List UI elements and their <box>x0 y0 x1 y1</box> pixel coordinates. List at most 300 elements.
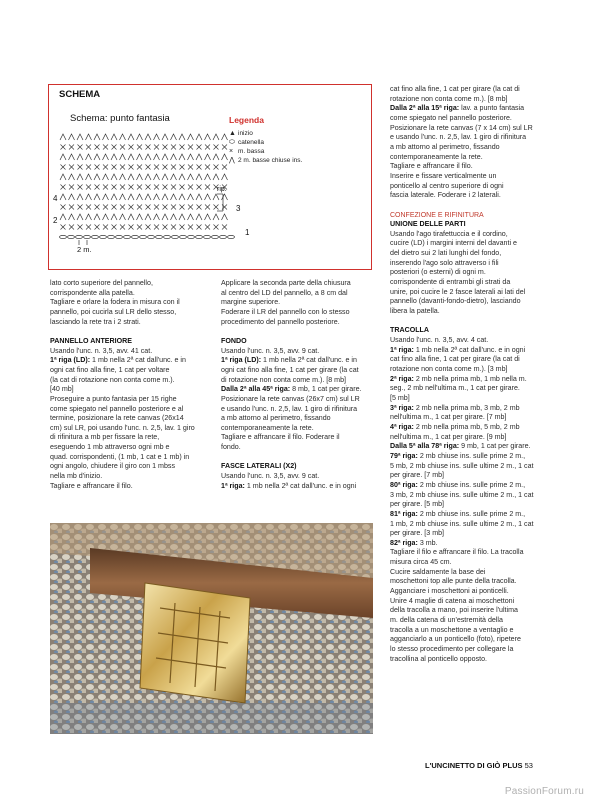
single-crochet-stitch <box>86 165 91 170</box>
cluster-stitch <box>77 154 83 160</box>
cluster-stitch <box>213 194 219 200</box>
row-label-2: 2 <box>53 216 58 225</box>
cluster-stitch <box>162 134 168 140</box>
text-line: a mb attorno al perimetro, fissando <box>221 414 331 423</box>
cluster-stitch <box>205 134 211 140</box>
text-line: nell'ultima m., 1 cat per girare. [7 mb] <box>390 413 507 422</box>
text-line: ponticello al centro superiore di ogni <box>390 181 504 190</box>
single-crochet-stitch <box>129 185 134 190</box>
cluster-stitch <box>86 214 92 220</box>
page-number: 53 <box>524 761 533 770</box>
text-line: 4ª riga: 2 mb nella prima mb, 5 mb, 2 mb <box>390 422 520 431</box>
text-line: a mb attorno al perimetro, fissando <box>390 142 500 151</box>
chain-stitch <box>228 235 235 238</box>
single-crochet-stitch <box>214 205 219 210</box>
heading-fasce-laterali: FASCE LATERALI (X2) <box>221 462 297 471</box>
text-line: Inserire e fissare verticalmente un <box>390 171 497 180</box>
text-line: ogni cat fino alla fine, 1 cat per girare (la cat <box>221 365 359 374</box>
cluster-stitch <box>77 174 83 180</box>
chain-stitch <box>108 235 115 238</box>
cluster-stitch <box>179 174 185 180</box>
single-crochet-stitch <box>69 225 74 230</box>
single-crochet-stitch <box>163 225 168 230</box>
chain-stitch <box>156 235 163 238</box>
single-crochet-stitch <box>103 165 108 170</box>
text-line: lato corto superiore del pannello, <box>50 279 153 287</box>
single-crochet-stitch <box>171 205 176 210</box>
single-crochet-stitch <box>214 165 219 170</box>
cluster-stitch <box>69 174 75 180</box>
cluster-stitch <box>128 134 134 140</box>
single-crochet-stitch <box>163 185 168 190</box>
text-line: della tracolla a mano, poi inserire l'ultima <box>390 606 518 615</box>
single-crochet-stitch <box>129 165 134 170</box>
cluster-stitch <box>145 194 151 200</box>
cluster-stitch <box>205 154 211 160</box>
text-line: [5 mb] <box>390 393 410 402</box>
text-line: come spiegato nel pannello posteriore e al <box>50 404 184 413</box>
text-line: lo stesso procedimento per collegare la <box>390 645 514 654</box>
col1-body <box>50 347 208 492</box>
cluster-stitch <box>154 214 160 220</box>
text-line: Tagliare e affrancare il filo. Foderare il <box>221 433 340 442</box>
text-line: nell'ultima m., 1 cat per girare. [9 mb] <box>390 432 507 441</box>
single-crochet-stitch <box>61 225 66 230</box>
text-line: ogni cat fino alla fine, 1 cat per voltare <box>50 365 170 374</box>
single-crochet-stitch <box>120 185 125 190</box>
single-crochet-stitch <box>146 225 151 230</box>
cluster-stitch <box>145 134 151 140</box>
single-crochet-stitch <box>86 145 91 150</box>
cluster-stitch <box>137 154 143 160</box>
cluster-stitch <box>86 134 92 140</box>
section-confezione: CONFEZIONE E RIFINITURA <box>390 211 484 219</box>
cluster-stitch <box>171 134 177 140</box>
text-line: cm) sul LR, poi usando l'unc. n. 2,5, lav. 1 giro <box>50 423 195 432</box>
cluster-stitch <box>77 194 83 200</box>
text-line: m. della catena di un'estremità della <box>390 616 503 625</box>
text-line: (la cat di rotazione non conta come m.). <box>50 375 175 384</box>
chain-stitch <box>84 235 91 238</box>
cluster-stitch <box>60 154 66 160</box>
cluster-stitch <box>77 134 83 140</box>
text-line: Dalla 5ª alla 78ª riga: 9 mb, 1 cat per girare. <box>390 442 531 451</box>
col1-intro <box>50 279 208 327</box>
single-crochet-stitch <box>180 185 185 190</box>
cluster-stitch <box>111 214 117 220</box>
single-crochet-stitch <box>95 165 100 170</box>
cluster-stitch <box>213 154 219 160</box>
single-crochet-stitch <box>129 225 134 230</box>
text-line: Tagliare il filo e affrancare il filo. La tracolla <box>390 548 524 557</box>
single-crochet-stitch <box>205 205 210 210</box>
cluster-stitch <box>154 174 160 180</box>
single-crochet-stitch <box>180 145 185 150</box>
single-crochet-stitch <box>61 185 66 190</box>
single-crochet-stitch <box>188 225 193 230</box>
cluster-stitch <box>111 134 117 140</box>
text-line: misura circa 45 cm. <box>390 558 452 567</box>
cluster-stitch <box>154 154 160 160</box>
single-crochet-stitch <box>129 205 134 210</box>
cluster-stitch <box>137 194 143 200</box>
text-line: 1ª riga (LD): 1 mb nella 2ª cat dall'unc. e in <box>221 356 357 365</box>
single-crochet-stitch <box>78 205 83 210</box>
cluster-stitch <box>196 154 202 160</box>
legend-item-start: ▲ inizio <box>229 130 253 137</box>
magazine-brand: L'UNCINETTO DI GIÒ PLUS <box>425 761 523 770</box>
cluster-stitch <box>103 214 109 220</box>
cluster-stitch <box>179 134 185 140</box>
cluster-stitch <box>213 214 219 220</box>
schema-title: SCHEMA <box>59 89 101 100</box>
cluster-stitch <box>196 174 202 180</box>
text-line: quad. corrispondenti, (1 mb, 1 cat e 1 mb) in <box>50 452 190 461</box>
text-line: Unire 4 maglie di catena ai moschettoni <box>390 596 515 605</box>
single-crochet-stitch <box>137 185 142 190</box>
cluster-stitch <box>222 134 228 140</box>
single-crochet-stitch <box>222 145 227 150</box>
single-crochet-stitch <box>197 185 202 190</box>
chain-stitch <box>124 235 131 238</box>
single-crochet-stitch <box>86 205 91 210</box>
cluster-stitch <box>205 214 211 220</box>
text-line: al centro del LD del pannello, a 8 cm dal <box>221 288 348 297</box>
cluster-stitch <box>86 174 92 180</box>
single-crochet-stitch <box>137 205 142 210</box>
chain-stitch <box>180 235 187 238</box>
cluster-stitch <box>94 154 100 160</box>
cluster-stitch <box>103 154 109 160</box>
single-crochet-stitch <box>137 225 142 230</box>
cluster-stitch <box>77 214 83 220</box>
cluster-stitch <box>213 134 219 140</box>
text-line: agganciarlo a un ponticello (foto), ripetere <box>390 635 521 644</box>
single-crochet-stitch <box>188 185 193 190</box>
chain-oval-icon: ⬭ <box>229 139 235 146</box>
single-crochet-stitch <box>171 185 176 190</box>
text-line: pannello (davanti-fondo-dietro), lasciando <box>390 297 521 306</box>
chain-stitch <box>164 235 171 238</box>
text-line: e usando l'unc. n. 2,5, lav. 1 giro di rifinitura <box>221 404 358 413</box>
cluster-stitch <box>94 134 100 140</box>
col3-tracolla <box>390 336 560 664</box>
cluster-stitch <box>103 134 109 140</box>
cluster-stitch <box>196 214 202 220</box>
single-crochet-stitch <box>112 145 117 150</box>
rep-label: rip. <box>217 186 227 193</box>
single-crochet-stitch <box>154 205 159 210</box>
single-crochet-stitch <box>120 205 125 210</box>
text-line: 2ª riga: 2 mb nella prima mb, 1 mb nella m. <box>390 374 527 383</box>
cluster-stitch <box>86 154 92 160</box>
text-line: Proseguire a punto fantasia per 15 righe <box>50 394 177 403</box>
single-crochet-stitch <box>205 185 210 190</box>
col2-fondo <box>221 347 377 453</box>
cluster-stitch <box>128 194 134 200</box>
text-line: ogni angolo, chiudere il giro con 1 mbss <box>50 462 176 471</box>
single-crochet-stitch <box>86 225 91 230</box>
cluster-stitch <box>188 134 194 140</box>
cluster-stitch <box>128 154 134 160</box>
text-line: [40 mb] <box>50 385 74 394</box>
cluster-stitch <box>120 154 126 160</box>
heading-pannello-anteriore: PANNELLO ANTERIORE <box>50 336 132 345</box>
text-line: Usando l'unc. n. 3,5, avv. 41 cat. <box>50 346 153 355</box>
cluster-stitch <box>154 134 160 140</box>
chain-stitch <box>188 235 195 238</box>
text-line: Dalla 2ª alla 15ª riga: lav. a punto fantasia <box>390 104 525 113</box>
chain-stitch <box>100 235 107 238</box>
single-crochet-stitch <box>69 165 74 170</box>
cluster-stitch <box>120 134 126 140</box>
single-crochet-stitch <box>78 185 83 190</box>
cluster-stitch <box>162 154 168 160</box>
text-line: cat fino alla fine, 1 cat per girare (la cat di <box>390 85 520 93</box>
text-line: Dalla 2ª alla 45ª riga: 8 mb, 1 cat per girare. <box>221 385 362 394</box>
cluster-stitch <box>188 174 194 180</box>
text-line: moschettoni top alle punte della tracolla. <box>390 577 517 586</box>
single-crochet-stitch <box>137 145 142 150</box>
cluster-stitch <box>179 194 185 200</box>
text-line: per girare. [3 mb] <box>390 529 445 538</box>
cluster-stitch <box>103 194 109 200</box>
schema-box <box>48 84 372 270</box>
cluster-stitch <box>111 174 117 180</box>
single-crochet-stitch <box>95 225 100 230</box>
text-line: eseguendo 1 mb attraverso ogni mb e <box>50 443 170 452</box>
single-crochet-stitch <box>163 165 168 170</box>
text-line: 1ª riga (LD): 1 mb nella 2ª cat dall'unc. e in <box>50 356 186 365</box>
chain-stitch <box>220 235 227 238</box>
cluster-stitch <box>171 214 177 220</box>
single-crochet-stitch <box>120 165 125 170</box>
col2-intro <box>221 279 377 327</box>
text-line: seg., 2 mb nell'ultima m., 1 cat per girare. <box>390 384 520 393</box>
cluster-stitch <box>154 194 160 200</box>
text-line: Applicare la seconda parte della chiusura <box>221 279 351 287</box>
single-crochet-stitch <box>188 205 193 210</box>
single-crochet-stitch <box>112 165 117 170</box>
single-crochet-stitch <box>154 165 159 170</box>
text-line: Tagliare e affrancare il filo. <box>390 162 473 171</box>
text-line: Foderare il LR del pannello con lo stesso <box>221 307 350 316</box>
single-crochet-stitch <box>180 165 185 170</box>
text-line: 1ª riga: 1 mb nella 2ª cat dall'unc. e in ogni <box>390 345 526 354</box>
text-line: 3 mb, 2 mb chiuse ins. sulle ultime 2 m., 1 cat <box>390 490 534 499</box>
cluster-stitch <box>86 194 92 200</box>
col2-fasce <box>221 472 377 491</box>
triangle-up-icon: ▲ <box>229 130 236 137</box>
cluster-stitch <box>137 174 143 180</box>
cluster-icon: ⋀ <box>229 157 235 164</box>
page-footer <box>425 761 533 770</box>
text-line: 3ª riga: 2 mb nella prima mb, 3 mb, 2 mb <box>390 403 520 412</box>
single-crochet-stitch <box>103 205 108 210</box>
single-crochet-stitch <box>112 185 117 190</box>
heading-unione: UNIONE DELLE PARTI <box>390 220 466 229</box>
text-line: Usando l'ago tirafettuccia e il cordino, <box>390 229 508 238</box>
cluster-stitch <box>69 134 75 140</box>
chain-stitch <box>148 235 155 238</box>
cluster-stitch <box>111 194 117 200</box>
single-crochet-stitch <box>61 145 66 150</box>
text-line: Posizionare la rete canvas (26x7 cm) sul LR <box>221 394 360 403</box>
row-label-1: 1 <box>245 228 250 237</box>
single-crochet-stitch <box>112 205 117 210</box>
text-line: libera la patella. <box>390 307 440 316</box>
single-crochet-stitch <box>197 205 202 210</box>
single-crochet-stitch <box>188 145 193 150</box>
cluster-stitch <box>69 194 75 200</box>
single-crochet-stitch <box>146 185 151 190</box>
text-line: 5 mb, 2 mb chiuse ins. sulle ultime 2 m., 1 cat <box>390 461 534 470</box>
column-2 <box>221 279 377 491</box>
single-crochet-stitch <box>222 165 227 170</box>
single-crochet-stitch <box>214 145 219 150</box>
cluster-stitch <box>222 174 228 180</box>
single-crochet-stitch <box>61 165 66 170</box>
cluster-stitch <box>111 154 117 160</box>
text-line: corrispondente di entrambi gli strati da <box>390 278 511 287</box>
single-crochet-stitch <box>146 205 151 210</box>
chain-stitch <box>172 235 179 238</box>
column-3 <box>390 85 560 664</box>
row-label-4: 4 <box>53 194 58 203</box>
single-crochet-stitch <box>214 225 219 230</box>
single-crochet-stitch <box>197 145 202 150</box>
text-line: Tagliare e orlare la fodera in misura con il <box>50 298 180 307</box>
single-crochet-stitch <box>197 165 202 170</box>
chain-stitch <box>76 235 83 238</box>
single-crochet-stitch <box>171 145 176 150</box>
cluster-stitch <box>188 154 194 160</box>
cluster-stitch <box>145 154 151 160</box>
text-line: di rifinitura a mb per fissare la rete, <box>50 433 160 442</box>
cluster-stitch <box>171 174 177 180</box>
single-crochet-stitch <box>95 185 100 190</box>
legend-item-chain: ⬭ catenella <box>229 139 265 146</box>
single-crochet-stitch <box>205 225 210 230</box>
text-line: procedimento del pannello posteriore. <box>221 317 340 326</box>
single-crochet-stitch <box>163 145 168 150</box>
legend-title: Legenda <box>229 115 264 125</box>
cluster-stitch <box>171 154 177 160</box>
text-line: Usando l'unc. n. 3,5, avv. 9 cat. <box>221 346 320 355</box>
single-crochet-stitch <box>86 185 91 190</box>
single-crochet-stitch <box>129 145 134 150</box>
chain-stitch <box>60 235 67 238</box>
heading-tracolla: TRACOLLA <box>390 326 430 335</box>
cluster-stitch <box>120 174 126 180</box>
text-line: Usando l'unc. n. 3,5, avv. 4 cat. <box>390 336 489 345</box>
chain-stitch <box>132 235 139 238</box>
cluster-stitch <box>222 154 228 160</box>
text-line: contemporaneamente la rete. <box>221 423 314 432</box>
crochet-chart <box>53 125 253 255</box>
cluster-stitch <box>196 194 202 200</box>
single-crochet-stitch <box>69 185 74 190</box>
single-crochet-stitch <box>197 225 202 230</box>
single-crochet-stitch <box>163 205 168 210</box>
chain-stitch <box>68 235 75 238</box>
text-line: cat fino alla fine, 1 cat per girare (la cat di <box>390 355 520 364</box>
cluster-stitch <box>179 214 185 220</box>
single-crochet-stitch <box>61 205 66 210</box>
cluster-stitch <box>128 214 134 220</box>
text-line: come spiegato nel pannello posteriore. <box>390 113 512 122</box>
text-line: fascia laterale. Foderare i 2 laterali. <box>390 191 501 200</box>
single-crochet-stitch <box>154 225 159 230</box>
text-line: cucire (LD) i margini interni del davanti e <box>390 239 517 248</box>
chain-stitch <box>196 235 203 238</box>
cluster-stitch <box>60 214 66 220</box>
text-line: pannello, poi cucirla sul LR dello stesso, <box>50 307 177 316</box>
bottom-label: 2 m. <box>77 245 92 254</box>
cluster-stitch <box>205 194 211 200</box>
cluster-stitch <box>222 194 228 200</box>
text-line: contemporaneamente la rete. <box>390 152 483 161</box>
cluster-stitch <box>145 214 151 220</box>
single-crochet-stitch <box>103 185 108 190</box>
cluster-stitch <box>69 214 75 220</box>
watermark: PassionForum.ru <box>504 786 584 797</box>
text-line: 80ª riga: 2 mb chiuse ins. sulle prime 2 m., <box>390 480 526 489</box>
text-line: rotazione non conta come m.). [8 mb] <box>390 94 508 103</box>
cluster-stitch <box>162 214 168 220</box>
single-crochet-stitch <box>222 225 227 230</box>
text-line: Tagliare e affrancare il filo. <box>50 481 133 490</box>
single-crochet-stitch <box>120 225 125 230</box>
heading-fondo: FONDO <box>221 336 247 345</box>
cluster-stitch <box>162 174 168 180</box>
text-line: fondo. <box>221 443 241 452</box>
bag-photo <box>50 523 373 734</box>
legend-item-single: × m. bassa <box>229 148 265 155</box>
text-line: per girare. [5 mb] <box>390 500 445 509</box>
chain-stitch <box>204 235 211 238</box>
cluster-stitch <box>171 194 177 200</box>
single-crochet-stitch <box>78 145 83 150</box>
text-line: 79ª riga: 2 mb chiuse ins. sulle prime 2 m., <box>390 451 526 460</box>
single-crochet-stitch <box>180 225 185 230</box>
single-crochet-stitch <box>188 165 193 170</box>
single-crochet-stitch <box>103 225 108 230</box>
cluster-stitch <box>179 154 185 160</box>
text-line: Cucire saldamente la base dei <box>390 567 486 576</box>
text-line: inserendo l'ago solo attraverso i fili <box>390 258 499 267</box>
single-crochet-stitch <box>95 145 100 150</box>
bag-photo-illustration <box>50 523 373 734</box>
text-line: 82ª riga: 3 mb. <box>390 538 438 547</box>
col3-unione <box>390 230 560 317</box>
row-label-3: 3 <box>236 204 241 213</box>
single-crochet-stitch <box>171 225 176 230</box>
single-crochet-stitch <box>171 165 176 170</box>
cluster-stitch <box>137 214 143 220</box>
single-crochet-stitch <box>180 205 185 210</box>
single-crochet-stitch <box>78 165 83 170</box>
single-crochet-stitch <box>154 145 159 150</box>
cluster-stitch <box>60 174 66 180</box>
cross-icon: × <box>229 148 234 155</box>
text-line: Agganciare i moschettoni ai ponticelli. <box>390 587 509 596</box>
text-line: unire, poi cucire le 2 fasce laterali ai lati del <box>390 287 526 296</box>
cluster-stitch <box>222 214 228 220</box>
text-line: nella mb d'inizio. <box>50 472 103 481</box>
single-crochet-stitch <box>137 165 142 170</box>
column-1 <box>50 279 208 491</box>
